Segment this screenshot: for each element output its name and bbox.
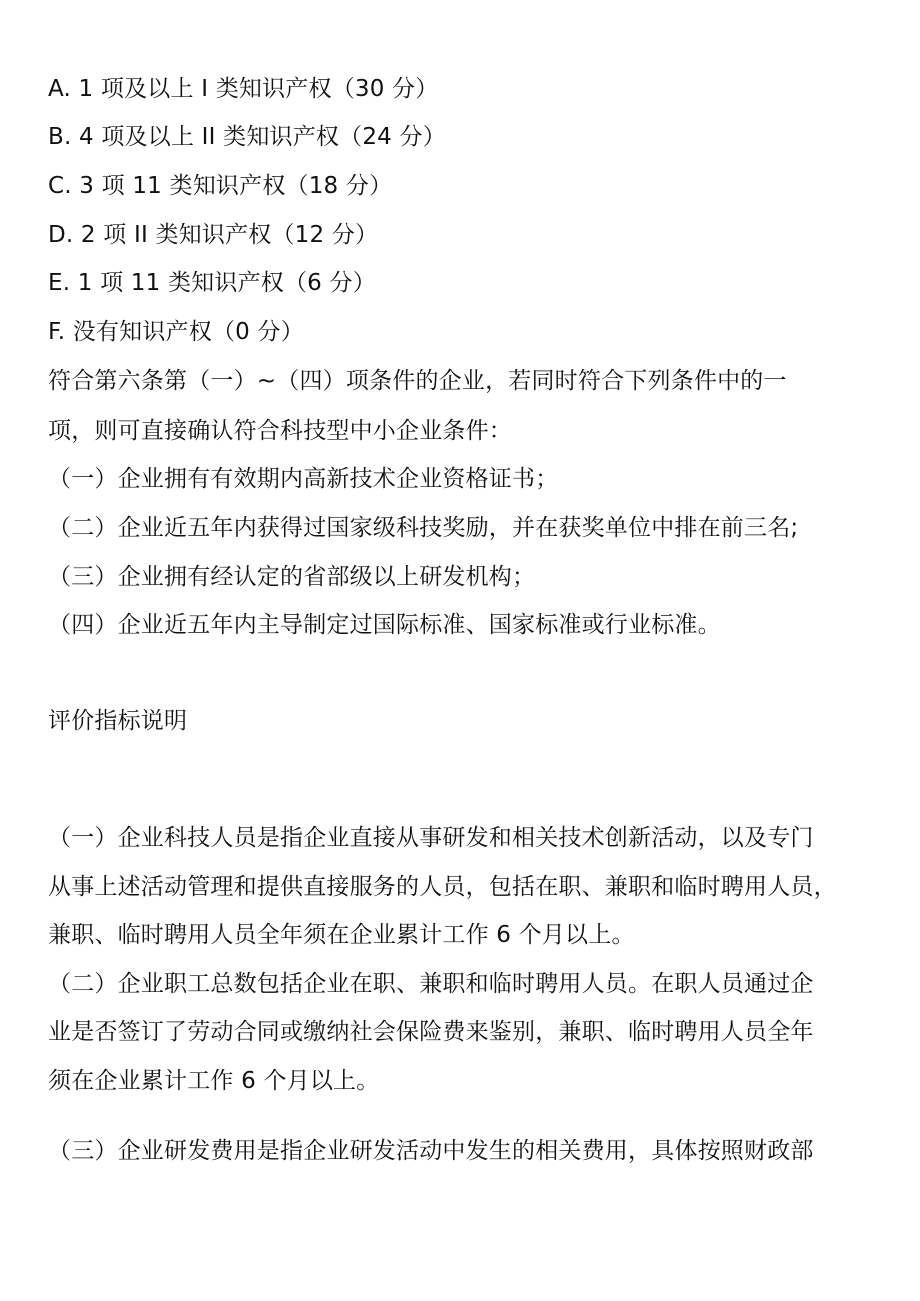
intro-line-1: 符合第六条第（一）~（四）项条件的企业，若同时符合下列条件中的一 (48, 368, 787, 394)
condition-3: （三）企业拥有经认定的省部级以上研发机构； (48, 564, 536, 590)
option-a: A. 1 项及以上 I 类知识产权（30 分） (48, 76, 439, 102)
option-b: B. 4 项及以上 II 类知识产权（24 分） (48, 124, 446, 150)
section-title: 评价指标说明 (48, 708, 188, 734)
condition-1: （一）企业拥有有效期内高新技术企业资格证书； (48, 466, 559, 492)
note-line-5: 业是否签订了劳动合同或缴纳社会保险费来鉴别，兼职、临时聘用人员全年 (48, 1019, 814, 1045)
note-line-4: （二）企业职工总数包括企业在职、兼职和临时聘用人员。在职人员通过企 (48, 971, 814, 997)
intro-line-2: 项，则可直接确认符合科技型中小企业条件： (48, 418, 512, 444)
note-line-2: 从事上述活动管理和提供直接服务的人员，包括在职、兼职和临时聘用人员， (48, 874, 837, 900)
note-line-7: （三）企业研发费用是指企业研发活动中发生的相关费用，具体按照财政部 (48, 1138, 814, 1164)
option-e: E. 1 项 11 类知识产权（6 分） (48, 270, 376, 296)
note-line-3: 兼职、临时聘用人员全年须在企业累计工作 6 个月以上。 (48, 922, 635, 948)
option-d: D. 2 项 II 类知识产权（12 分） (48, 222, 379, 248)
option-f: F. 没有知识产权（0 分） (48, 319, 304, 345)
option-c: C. 3 项 11 类知识产权（18 分） (48, 173, 393, 199)
note-line-1: （一）企业科技人员是指企业直接从事研发和相关技术创新活动，以及专门 (48, 825, 814, 851)
condition-4: （四）企业近五年内主导制定过国际标准、国家标准或行业标准。 (48, 612, 721, 638)
note-line-6: 须在企业累计工作 6 个月以上。 (48, 1068, 380, 1094)
condition-2: （二）企业近五年内获得过国家级科技奖励，并在获奖单位中排在前三名; (48, 515, 799, 541)
